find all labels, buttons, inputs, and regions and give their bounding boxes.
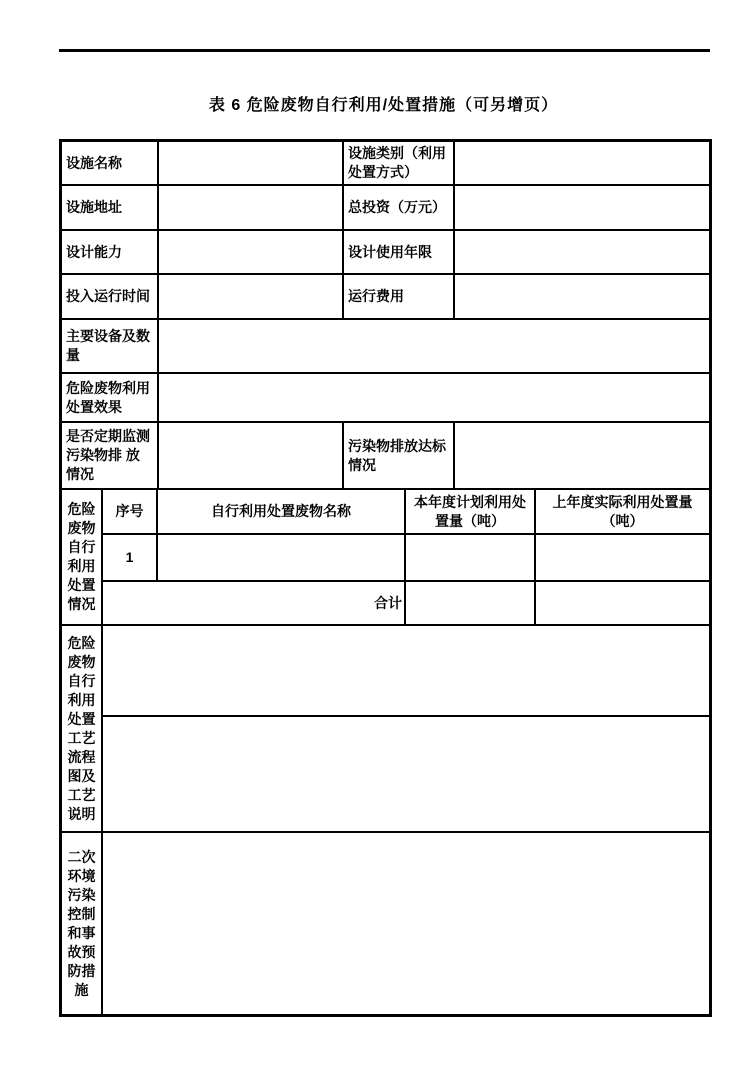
facility-category-label: 设施类别（利用处置方式） — [343, 141, 454, 185]
emission-compliance-value — [454, 422, 710, 489]
col-header-actual-amount: 上年度实际利用处置量（吨） — [535, 489, 710, 534]
page-title: 表 6 危险废物自行利用/处置措施（可另增页） — [208, 97, 559, 114]
total-investment-value — [454, 185, 710, 230]
design-service-life-value — [454, 230, 710, 274]
process-description-area — [102, 716, 710, 832]
process-section-label: 危险废物自行利用处置工艺流程图及工艺说明 — [61, 625, 102, 832]
col-header-planned-amount: 本年度计划利用处置量（吨） — [405, 489, 535, 534]
emission-compliance-label: 污染物排放达标情况 — [343, 422, 454, 489]
col-header-index: 序号 — [102, 489, 157, 534]
process-flow-chart-area — [102, 625, 710, 716]
operation-start-time-label: 投入运行时间 — [61, 274, 158, 319]
disposal-effect-value — [158, 373, 710, 422]
disposal-effect-label: 危险废物利用处置效果 — [61, 373, 158, 422]
form-table — [59, 139, 712, 1017]
self-disposal-section-label: 危险废物自行利用处置情况 — [61, 489, 102, 625]
waste-row-actual — [535, 534, 710, 581]
facility-category-value — [454, 141, 710, 185]
waste-row-name — [157, 534, 405, 581]
operation-start-time-value — [158, 274, 343, 319]
main-equipment-label: 主要设备及数量 — [61, 319, 158, 373]
facility-name-label: 设施名称 — [61, 141, 158, 185]
design-service-life-label: 设计使用年限 — [343, 230, 454, 274]
operating-cost-value — [454, 274, 710, 319]
total-investment-label: 总投资（万元） — [343, 185, 454, 230]
total-actual-value — [535, 581, 710, 625]
facility-address-label: 设施地址 — [61, 185, 158, 230]
operating-cost-label: 运行费用 — [343, 274, 454, 319]
secondary-pollution-section-label: 二次环境污染控制和事故预防措施 — [61, 832, 102, 1015]
facility-address-value — [158, 185, 343, 230]
waste-row-planned — [405, 534, 535, 581]
col-header-waste-name: 自行利用处置废物名称 — [157, 489, 405, 534]
waste-row-index: 1 — [102, 534, 157, 581]
periodic-monitoring-label: 是否定期监测污染物排 放情况 — [61, 422, 158, 489]
design-capacity-label: 设计能力 — [61, 230, 158, 274]
header-rule — [59, 49, 710, 52]
periodic-monitoring-value — [158, 422, 343, 489]
facility-name-value — [158, 141, 343, 185]
design-capacity-value — [158, 230, 343, 274]
main-equipment-value — [158, 319, 710, 373]
total-planned-value — [405, 581, 535, 625]
secondary-pollution-content-area — [102, 832, 710, 1015]
total-label: 合计 — [102, 581, 405, 625]
